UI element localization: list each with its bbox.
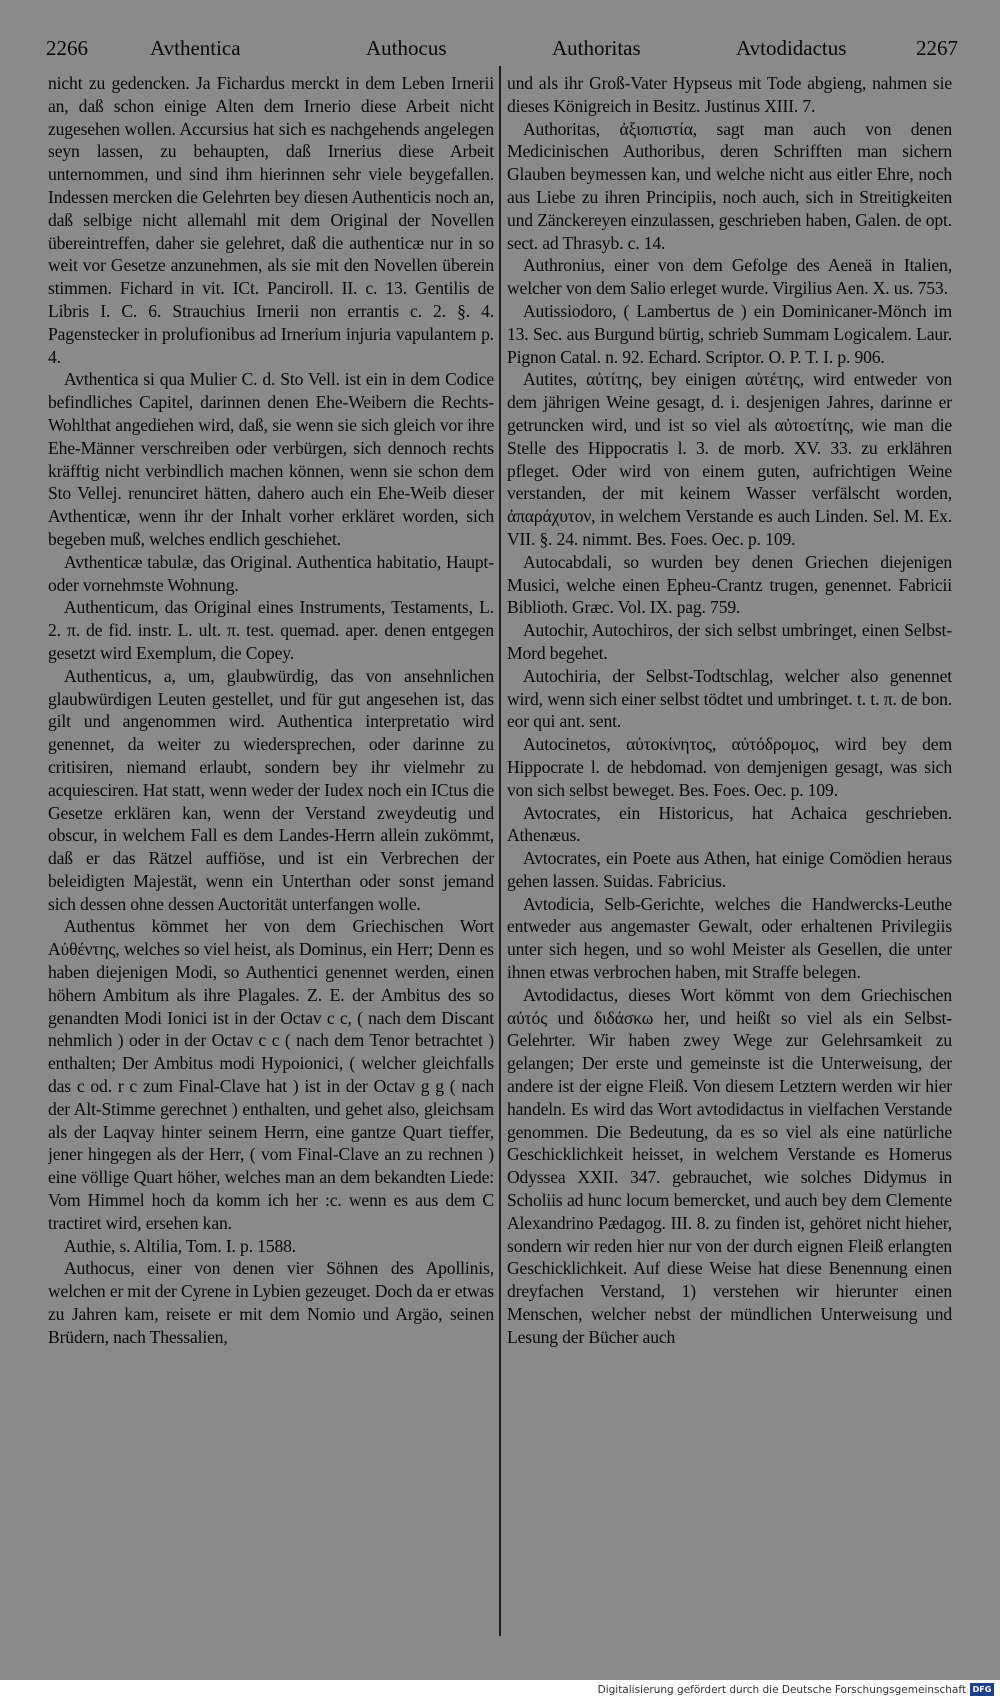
dictionary-entry: und als ihr Groß-Vater Hypseus mit Tode abgieng, nahmen sie dieses Königreich in Besitz. Justinus XIII. 7. — [507, 73, 952, 116]
dictionary-entry: Authoritas, ἀξιοπιστία, sagt man auch von denen Medicinischen Authoribus, deren Schrifften man sichern Glauben beymessen kan, und welche nicht aus eitler Ehre, noch aus Liebe zu ihren Principiis, noch auch, sich in Streitigkeiten und Zänckereyen einzulassen, geschrieben haben, Galen. de opt. sect. ad Thrasyb. c. 14. — [507, 118, 952, 253]
header-keyword-right-2: Avtodidactus — [736, 36, 847, 60]
page-number-left: 2266 — [46, 36, 88, 60]
dictionary-entry: Autochiria, der Selbst-Todtschlag, welcher also genennet wird, wenn sich einer selbst tödtet und umbringet. t. t. π. de bon. eor qui ant. sent. — [507, 665, 952, 732]
header-keyword-left-2: Authocus — [366, 36, 447, 60]
dfg-logo: DFG — [970, 1683, 994, 1696]
header-keyword-left: Avthentica — [150, 36, 241, 60]
dictionary-entry: Autocabdali, so wurden bey denen Griechen diejenigen Musici, welche einen Epheu-Crantz trugen, genennet. Fabricii Biblioth. Græc. Vol. IX. pag. 759. — [507, 551, 952, 618]
dictionary-entry: Authenticus, a, um, glaubwürdig, das von ansehnlichen glaubwürdigen Leuten gestellet, und für gut angesehen ist, das gilt und angenommen wird. Authentica interpretatio wird genennet, da weiter zu wiedersprechen, oder darinne zu critisiren, niemand erlaubt, sondern bey ihr vielmehr zu acquiesciren. Hat statt, wenn weder der Iudex noch ein ICtus die Gesetze erklären kan, wenn der Verstand zweydeutig und obscur, in welchem Fall es dem Landes-Herrn allein zukömmt, daß er das Rätzel auffiöse, und ist ein Verbrechen der beleidigten Majestät, wenn ein Unterthan oder sonst jemand sich dessen ohne dessen Auctorität unterfangen wolle. — [48, 665, 494, 914]
dictionary-entry: Authie, s. Altilia, Tom. I. p. 1588. — [64, 1235, 297, 1256]
dictionary-entry: Autissiodoro, ( Lambertus de ) ein Dominicaner-Mönch im 13. Sec. aus Burgund bürtig, schrieb Summam Logicalem. Laur. Pignon Catal. n. 92. Echard. Scriptor. O. P. T. I. p. 906. — [507, 300, 952, 367]
dictionary-entry: Avthenticæ tabulæ, das Original. Authentica habitatio, Haupt- oder vornehmste Wohnung. — [48, 551, 494, 595]
dictionary-entry: Avtocrates, ein Poete aus Athen, hat einige Comödien heraus gehen lassen. Suidas. Fabricius. — [507, 848, 952, 891]
dictionary-entry: Authenticum, das Original eines Instruments, Testaments, L. 2. π. de fid. instr. L. ult. π. test. quemad. aper. denen entgegen gesetzt wird Exemplum, die Copey. — [48, 597, 494, 663]
page-header — [40, 30, 960, 62]
dictionary-entry: nicht zu gedencken. Ja Fichardus merckt in dem Leben Irnerii an, daß schon einige Alten dem Irnerio diese Arbeit nicht zugesehen wollen. Accursius hat sich es nachgehends angelegen seyn lassen, zu behaupten, daß Irnerius diese Arbeit unternommen, und sind ihm hierinnen sehr viele beygefallen. Indessen mercken die Gelehrten bey diesen Authenticis noch an, daß selbige nicht allemahl mit dem Original der Novellen übereintreffen, daher sie gelehret, daß die authenticæ nur in so weit vor Gesetze anzunehmen, als sie mit den Novellen überein stimmen. Fichard in vit. ICt. Panciroll. II. c. 13. Gentilis de Libris I. C. 6. Strauchius Irnerii non errantis c. 2. §. 4. Pagenstecker in prolufionibus ad Irnerium injuria vapulantem p. 4. — [48, 73, 494, 367]
page-number-right: 2267 — [916, 36, 958, 60]
left-column — [48, 72, 494, 1617]
right-column — [507, 72, 952, 1617]
dictionary-entry: Authronius, einer von dem Gefolge des Aeneä in Italien, welcher von dem Salio erleget wurde. Virgilius Aen. X. us. 753. — [507, 255, 952, 299]
dictionary-entry: Autocinetos, αὐτοκίνητος, αὐτόδρομος, wird bey dem Hippocrate l. de hebdomad. von demjenigen gesagt, was sich von sich selbst beweget. Bes. Foes. Oec. p. 109. — [507, 734, 952, 800]
dictionary-entry: Avtocrates, ein Historicus, hat Achaica geschrieben. Athenæus. — [507, 802, 952, 846]
dictionary-entry: Autites, αὐτίτης, bey einigen αὐτέτης, wird entweder von dem jährigen Weine gesagt, d. i. desjenigen Jahres, darinne er getruncken wird, und ist so viel als αὐτοετίτης, wie man die Stelle des Hippocratis l. 3. de morb. XV. 33. zu erklähren pfleget. Oder wird von einem guten, aufrichtigen Weine verstanden, der mit keinem Wasser verfälscht worden, ἀπαράχυτον, in welchem Verstande es auch Linden. Sel. M. Ex. VII. §. 24. nimmt. Bes. Foes. Oec. p. 109. — [507, 369, 952, 549]
dictionary-entry: Autochir, Autochiros, der sich selbst umbringet, einen Selbst-Mord begehet. — [507, 620, 952, 663]
dictionary-entry: Authentus kömmet her von dem Griechischen Wort Αὐθέντης, welches so viel heist, als Dominus, ein Herr; Denn es haben diejenigen Modi, so Authentici genennet werden, einen höhern Ambitum als ihre Plagales. Z. E. der Ambitus des so genandten Modi Ionici ist in der Octav c c, ( nach dem Discant nehmlich ) oder in der Octav c c ( nach dem Tenor betrachtet ) enthalten; Der Ambitus modi Hypoionici, ( welcher gleichfalls das c od. r c zum Final-Clave hat ) ist in der Octav g g ( nach der Alt-Stimme gerechnet ) enthalten, und gehet also, gleichsam als der Laqvay hinter seinem Herrn, eine gantze Quart tieffer, jener hingegen als der Herr, ( vom Final-Clave an zu rechnen ) eine völlige Quart höher, welches man an dem bekandten Liede: Vom Himmel hoch da komm ich her :c. wenn es aus dem C tractiret wird, ersehen kan. — [48, 916, 494, 1233]
dictionary-entry: Authocus, einer von denen vier Söhnen des Apollinis, welchen er mit der Cyrene in Lybien gezeuget. Doch da er etwas zu Jahren kam, reisete er mit dem Nomio und Argäo, seinen Brüdern, nach Thessalien, — [48, 1258, 494, 1347]
header-keyword-right: Authoritas — [552, 36, 641, 60]
dictionary-entry: Avthentica si qua Mulier C. d. Sto Vell. ist ein in dem Codice befindliches Capitel, darinnen denen Ehe-Weibern die Rechts-Wohlthat angediehen wird, daß, sie wenn sie sich gleich vor ihre Ehe-Männer verschreiben oder verbürgen, sich dennoch rechts kräfftig nicht verbindlich machen können, wenn sie schon dem Sto Vellej. renunciret hätten, dahero auch ein Ehe-Weib dieser Avthenticæ, wenn ihr der Inhalt vorher erkläret worden, sich begeben muß, welches endlich geschiehet. — [48, 369, 494, 549]
funding-note: Digitalisierung gefördert durch die Deutsche Forschungsgemeinschaft — [597, 1684, 966, 1696]
dictionary-entry: Avtodidactus, dieses Wort kömmt von dem Griechischen αὐτός und διδάσκω her, und heißt so viel als ein Selbst-Gelehrter. Wir haben zwey Wege zur Gelehrsamkeit zu gelangen; Der erste und gemeinste ist die Unterweisung, der andere ist der eigne Fleiß. Von diesem Letztern werden wir hier handeln. Es wird das Wort avtodidactus in vielfachen Verstande genommen. Die Bedeutung, da es so viel als eine natürliche Geschicklichkeit heisset, in welchem Verstande es Homerus Odyssea XXII. 347. gebrauchet, wie solches Didymus in Scholiis ad hunc locum bemercket, und auch bey dem Clemente Alexandrino Pædagog. III. 8. zu finden ist, gehöret nicht hieher, sondern wir reden hier nur von der durch eignen Fleiß erlangten Geschicklichkeit. Auf diese Weise hat diese Benennung einen dreyfachen Verstand, 1) verstehen wir hierunter einen Menschen, welcher nebst der mündlichen Unterweisung und Lesung der Bücher auch — [507, 984, 952, 1347]
column-divider — [499, 66, 501, 1636]
footer-bar — [0, 1680, 1000, 1700]
dictionary-entry: Avtodicia, Selb-Gerichte, welches die Handwercks-Leuthe entweder aus angemaster Gewalt, oder erhaltenen Privilegiis unter sich hegen, und so wohl Meister als Gesellen, die unter ihnen etwas verbrochen haben, mit Straffe belegen. — [507, 893, 952, 983]
